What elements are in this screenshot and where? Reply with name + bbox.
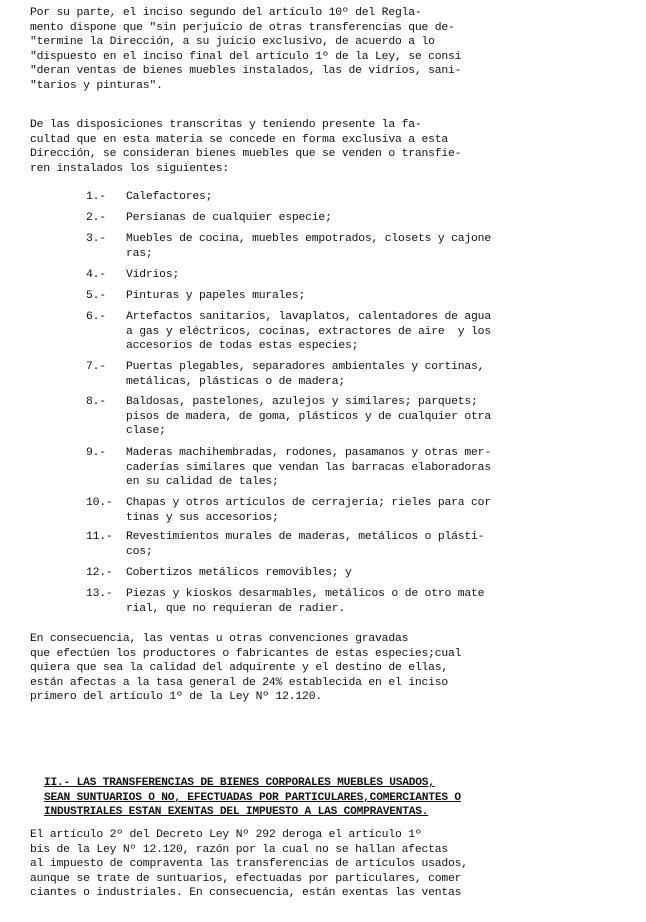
item-text: Chapas y otros artículos de cerrajería; rieles para cor tinas y sus accesorios; xyxy=(126,497,491,524)
text-line: En consecuencia, las ventas u otras convenciones gravadas xyxy=(30,633,409,645)
text-line: "dispuesto en el inciso final del artículo 1º de la Ley, se consi xyxy=(30,50,462,63)
list-item xyxy=(86,360,484,389)
text-line: primero del artículo 1º de la Ley Nº 12.120. xyxy=(30,691,322,703)
list-item xyxy=(86,587,484,616)
item-number: 10.- xyxy=(86,497,113,509)
list-item xyxy=(86,190,212,205)
text-line: cultad que en esta materia se concede en forma exclusiva a esta xyxy=(30,133,449,146)
text-line: quiera que sea la calidad del adquirente y el destino de ellas, xyxy=(30,662,449,674)
text-line: aunque se trate de suntuarios, efectuadas por particulares, comer xyxy=(30,872,462,885)
text-line: "termine la Dirección, a su juicio exclusivo, de acuerdo a lo xyxy=(30,36,435,48)
text-line: "tarios y pinturas". xyxy=(30,79,163,92)
list-item xyxy=(86,268,179,283)
text-line: Por su parte, el inciso segundo del artículo 10º del Regla- xyxy=(30,7,422,19)
list-item xyxy=(86,446,491,490)
heading-line: II.- LAS TRANSFERENCIAS DE BIENES CORPORALES MUEBLES USADOS, xyxy=(44,777,435,789)
text-line: De las disposiciones transcritas y teniendo presente la fa- xyxy=(30,119,422,131)
item-text: Artefactos sanitarios, lavaplatos, calentadores de agua a gas y eléctricos, cocinas, extractores de aire y los accesorios de todas estas especies; xyxy=(126,311,491,352)
item-text: Muebles de cocina, muebles empotrados, closets y cajone ras; xyxy=(126,233,491,260)
item-number: 7.- xyxy=(86,361,106,373)
item-number: 1.- xyxy=(86,191,106,203)
item-text: Calefactores; xyxy=(126,191,213,203)
item-text: Persianas de cualquier especie; xyxy=(126,212,332,224)
item-text: Puertas plegables, separadores ambientales y cortinas, metálicas, plásticas o de madera; xyxy=(126,361,485,388)
list-item xyxy=(86,395,491,439)
list-item xyxy=(86,211,332,226)
item-text: Cobertizos metálicos removibles; y xyxy=(126,567,352,579)
item-number: 12.- xyxy=(86,567,113,579)
item-text: Maderas machihembradas, rodones, pasamanos y otras mer- caderías similares que vendan las barracas elaboradoras en su calidad de tales; xyxy=(126,447,491,488)
item-number: 11.- xyxy=(86,531,113,543)
text-line: ren instalados los siguientes: xyxy=(30,162,230,175)
item-text: Vidrios; xyxy=(126,269,180,281)
paragraph-reglamento xyxy=(30,6,620,93)
heading-line: SEAN SUNTUARIOS O NO, EFECTUADAS POR PARTICULARES,COMERCIANTES O xyxy=(44,791,461,804)
paragraph-disposiciones xyxy=(30,118,620,176)
item-number: 4.- xyxy=(86,269,106,281)
text-line: mento dispone que "sin perjuicio de otras transferencias que de- xyxy=(30,21,455,34)
list-item xyxy=(86,289,305,304)
list-item xyxy=(86,566,352,581)
heading-line: INDUSTRIALES ESTAN EXENTAS DEL IMPUESTO A LAS COMPRAVENTAS. xyxy=(44,806,429,818)
text-line: al impuesto de compraventa las transferencias de artículos usados, xyxy=(30,858,468,870)
item-number: 6.- xyxy=(86,311,106,323)
item-number: 13.- xyxy=(86,588,113,600)
text-line: El artículo 2º del Decreto Ley Nº 292 deroga el artículo 1º xyxy=(30,829,422,841)
list-item xyxy=(86,496,491,525)
item-number: 2.- xyxy=(86,212,106,224)
section-heading xyxy=(44,776,619,820)
text-line: están afectas a la tasa general de 24% establecida en el inciso xyxy=(30,676,449,689)
item-text: Pinturas y papeles murales; xyxy=(126,290,306,302)
paragraph-consecuencia xyxy=(30,632,620,705)
paragraph-decreto xyxy=(30,828,620,901)
text-line: ciantes o industriales. En consecuencia, están exentas las ventas xyxy=(30,887,462,899)
text-line: que efectúen los productores o fabricantes de estas especies;cual xyxy=(30,647,462,660)
item-number: 5.- xyxy=(86,290,106,302)
item-text: Piezas y kioskos desarmables, metálicos o de otro mate rial, que no requieran de radier. xyxy=(126,588,485,615)
text-line: "deran ventas de bienes muebles instalados, las de vidrios, sani- xyxy=(30,65,462,77)
text-line: bis de la Ley Nº 12.120, razón por la cual no se hallan afectas xyxy=(30,843,449,856)
item-number: 8.- xyxy=(86,396,106,408)
item-number: 9.- xyxy=(86,447,106,459)
item-text: Revestimientos murales de maderas, metálicos o plásti- cos; xyxy=(126,531,485,558)
list-item xyxy=(86,310,491,354)
text-line: Dirección, se consideran bienes muebles que se venden o transfie- xyxy=(30,148,462,160)
list-item xyxy=(86,530,484,559)
list-item xyxy=(86,232,491,261)
item-number: 3.- xyxy=(86,233,106,245)
item-text: Baldosas, pastelones, azulejos y similares; parquets; pisos de madera, de goma, plásticos y de cualquier otra clase; xyxy=(126,396,491,437)
